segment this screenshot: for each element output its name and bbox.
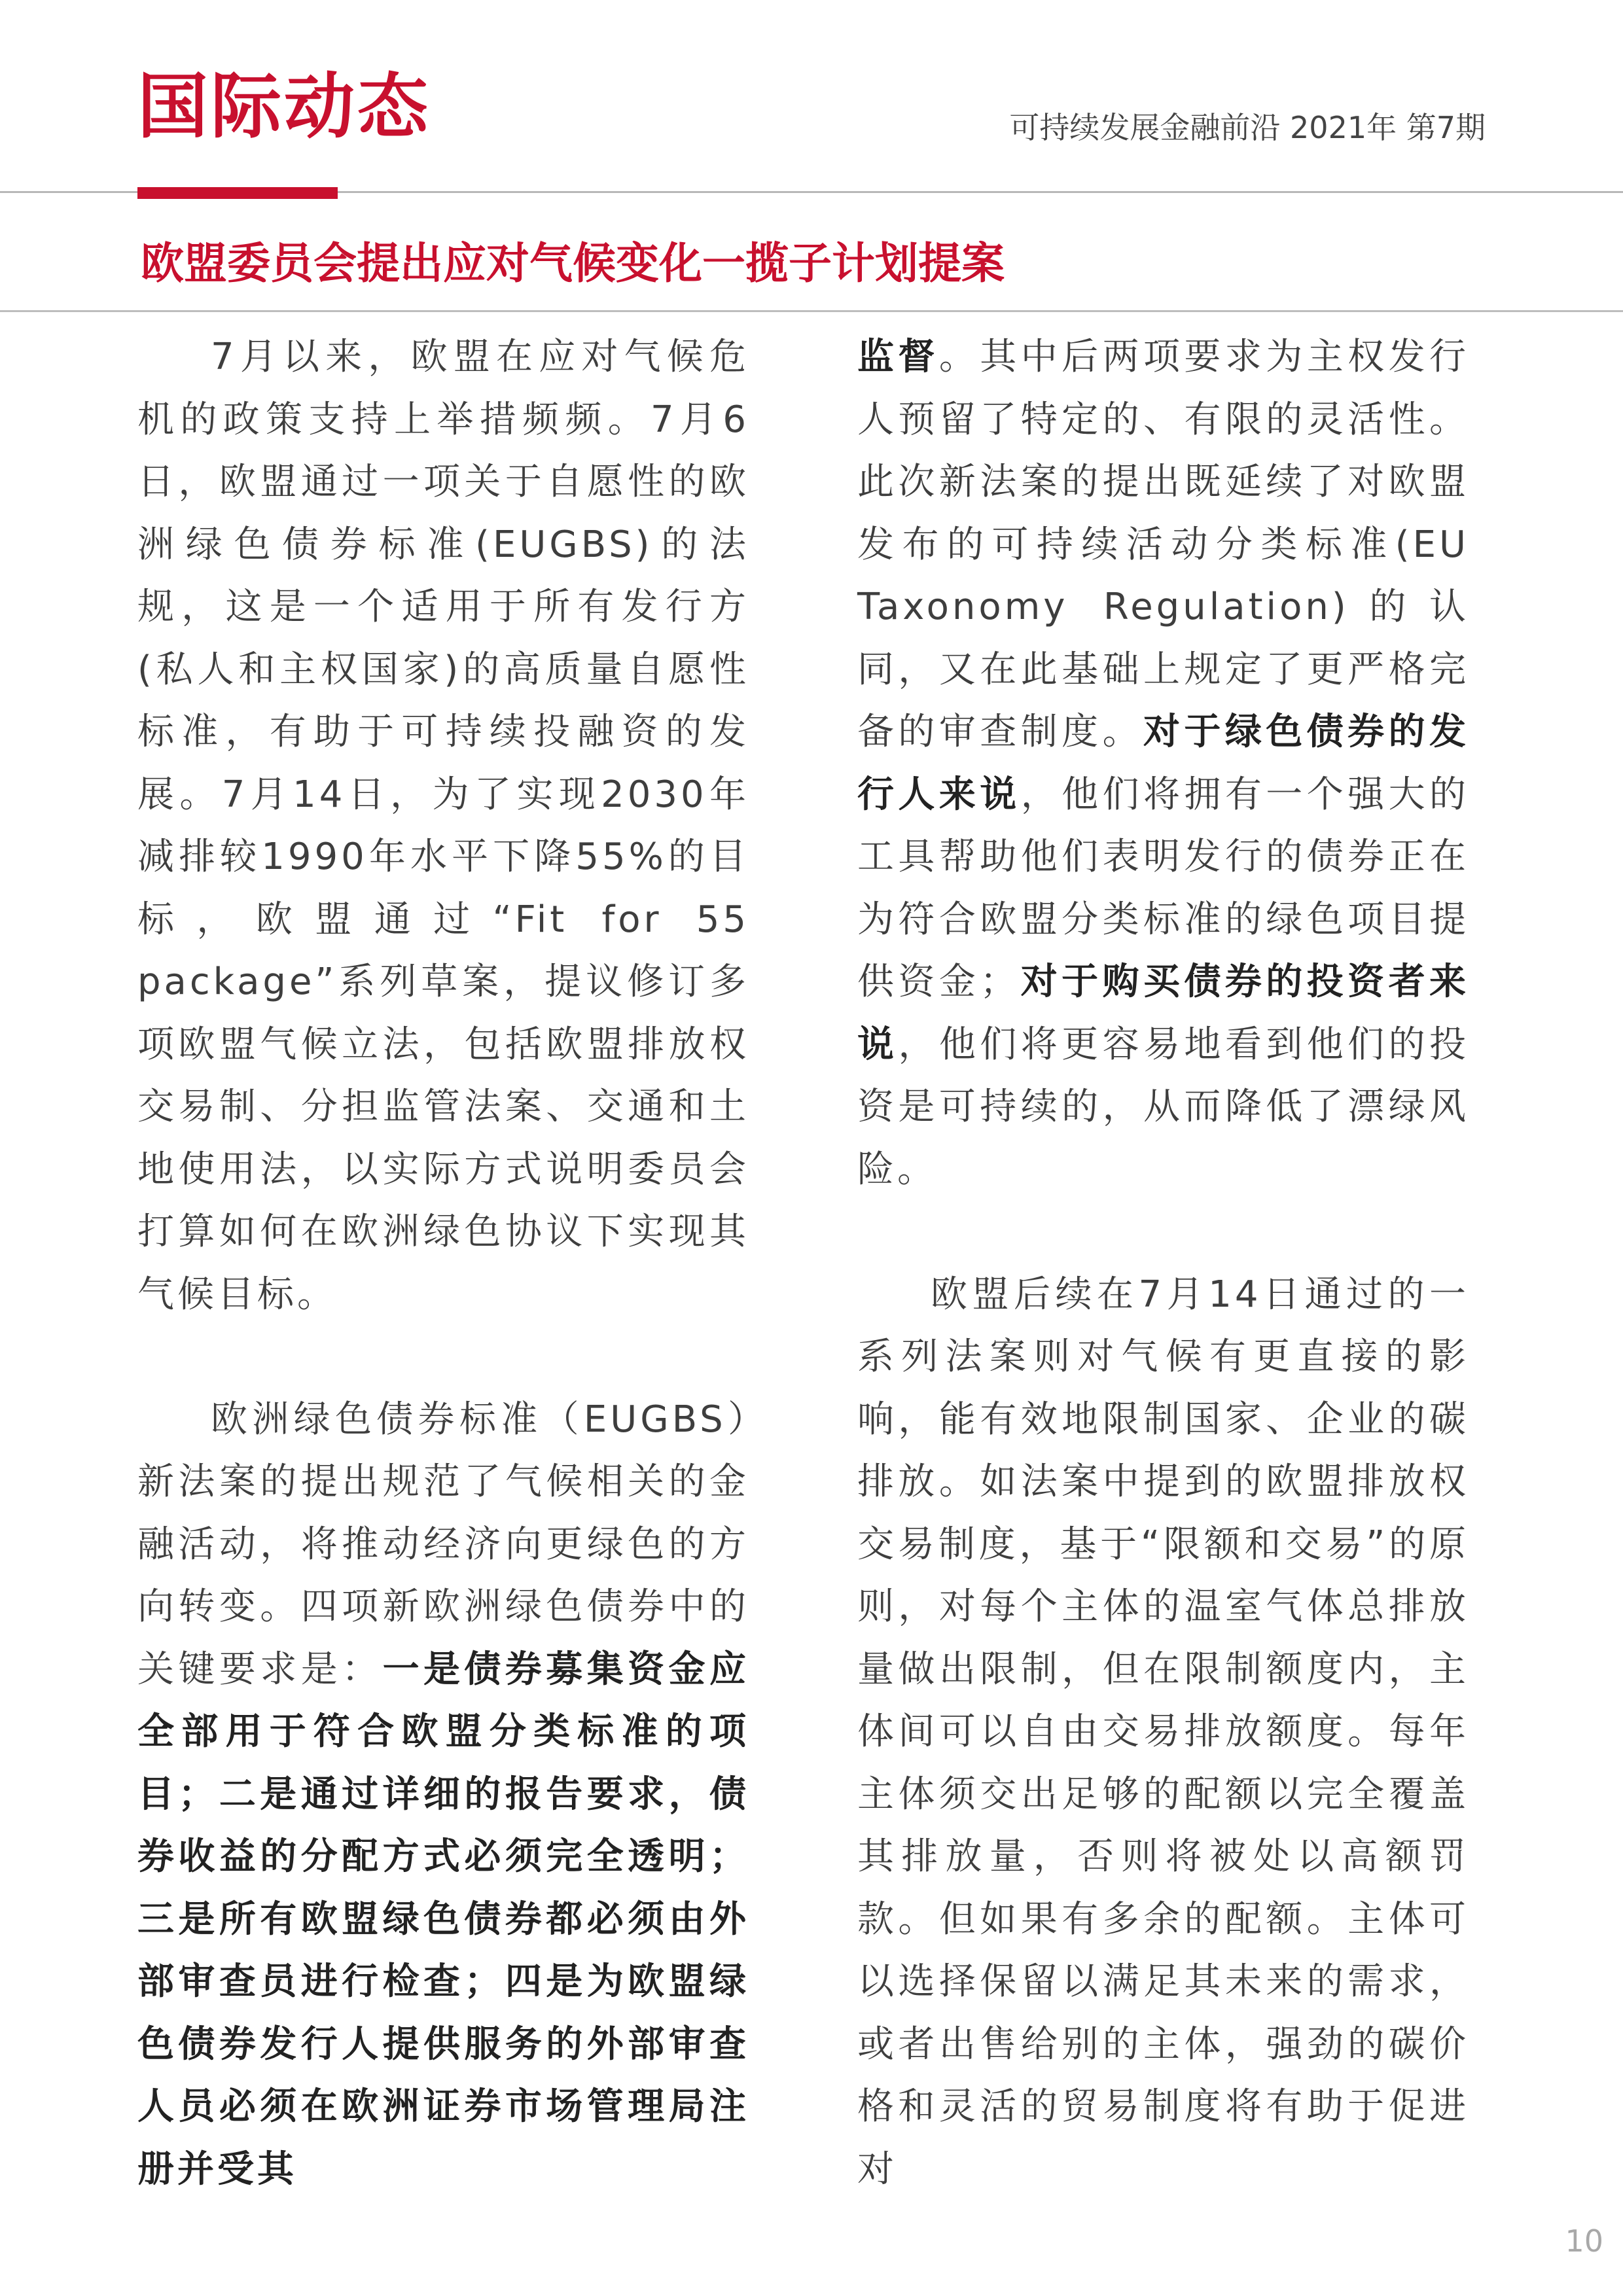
section-accent-bar (137, 187, 338, 199)
investors-bold-text: 对于购买债券的投资者来说 (857, 961, 1470, 1066)
article-title: 欧盟委员会提出应对气候变化一揽子计划提案 (141, 238, 1005, 289)
page-number: 10 (1565, 2223, 1603, 2259)
left-column (137, 326, 749, 2200)
publication-info: 可持续发展金融前沿 2021年 第7期 (1009, 110, 1486, 145)
left-paragraph-1: 7月以来，欧盟在应对气候危机的政策支持上举措频频。7月6日，欧盟通过一项关于自愿性的欧洲绿色债券标准(EUGBS)的法规，这是一个适用于所有发行方(私人和主权国家)的高质量自愿性标准，有助于可持续投融资的发展。7月14日，为了实现2030年减排较1990年水平下降55%的目标，欧盟通过“Fit for 55 package”系列草案，提议修订多项欧盟气候立法，包括欧盟排放权交易制、分担监管法案、交通和土地使用法，以实际方式说明委员会打算如何在欧洲绿色协议下实现其气候目标。 (137, 336, 749, 1316)
supervision-bold-text: 监督 (857, 336, 939, 378)
left-paragraph-2-requirements: 一是债券募集资金应全部用于符合欧盟分类标准的项目；二是通过详细的报告要求，债券收益的分配方式必须完全透明；三是所有欧盟绿色债券都必须由外部审查员进行检查；四是为欧盟绿色债券发行人提供服务的外部审查人员必须在欧洲证券市场管理局注册并受其 (137, 1648, 750, 2191)
right-paragraph-1-text-a: 。其中后两项要求为主权发行人预留了特定的、有限的灵活性。此次新法案的提出既延续了对欧盟发布的可持续活动分类标准(EU Taxonomy Regulation)的认同，又在此基础上规定了更严格完备的审查制度。 (857, 336, 1470, 753)
right-column (857, 326, 1469, 2200)
title-divider (0, 310, 1623, 312)
right-paragraph-2: 欧盟后续在7月14日通过的一系列法案则对气候有更直接的影响，能有效地限制国家、企业的碳排放。如法案中提到的欧盟排放权交易制度，基于“限额和交易”的原则，对每个主体的温室气体总排放量做出限制，但在限制额度内，主体间可以自由交易排放额度。每年主体须交出足够的配额以完全覆盖其排放量，否则将被处以高额罚款。但如果有多余的配额。主体可以选择保留以满足其未来的需求，或者出售给别的主体，强劲的碳价格和灵活的贸易制度将有助于促进对 (857, 1273, 1469, 2191)
left-paragraph-2 (137, 1388, 749, 2201)
right-paragraph-1 (857, 326, 1469, 1201)
left-paragraph-2-intro: 欧洲绿色债券标准（EUGBS）新法案的提出规范了气候相关的金融活动，将推动经济向更绿色的方向转变。四项新欧洲绿色债券中的关键要求是： (137, 1398, 749, 1691)
section-title: 国际动态 (137, 66, 431, 148)
issuers-bold-text: 对于绿色债券的发行人来说 (857, 711, 1470, 816)
right-paragraph-1-text-c: ，他们将更容易地看到他们的投资是可持续的，从而降低了漂绿风险。 (857, 1023, 1470, 1191)
right-paragraph-1-text-b: ，他们将拥有一个强大的工具帮助他们表明发行的债券正在为符合欧盟分类标准的绿色项目提供资金； (857, 773, 1470, 1003)
